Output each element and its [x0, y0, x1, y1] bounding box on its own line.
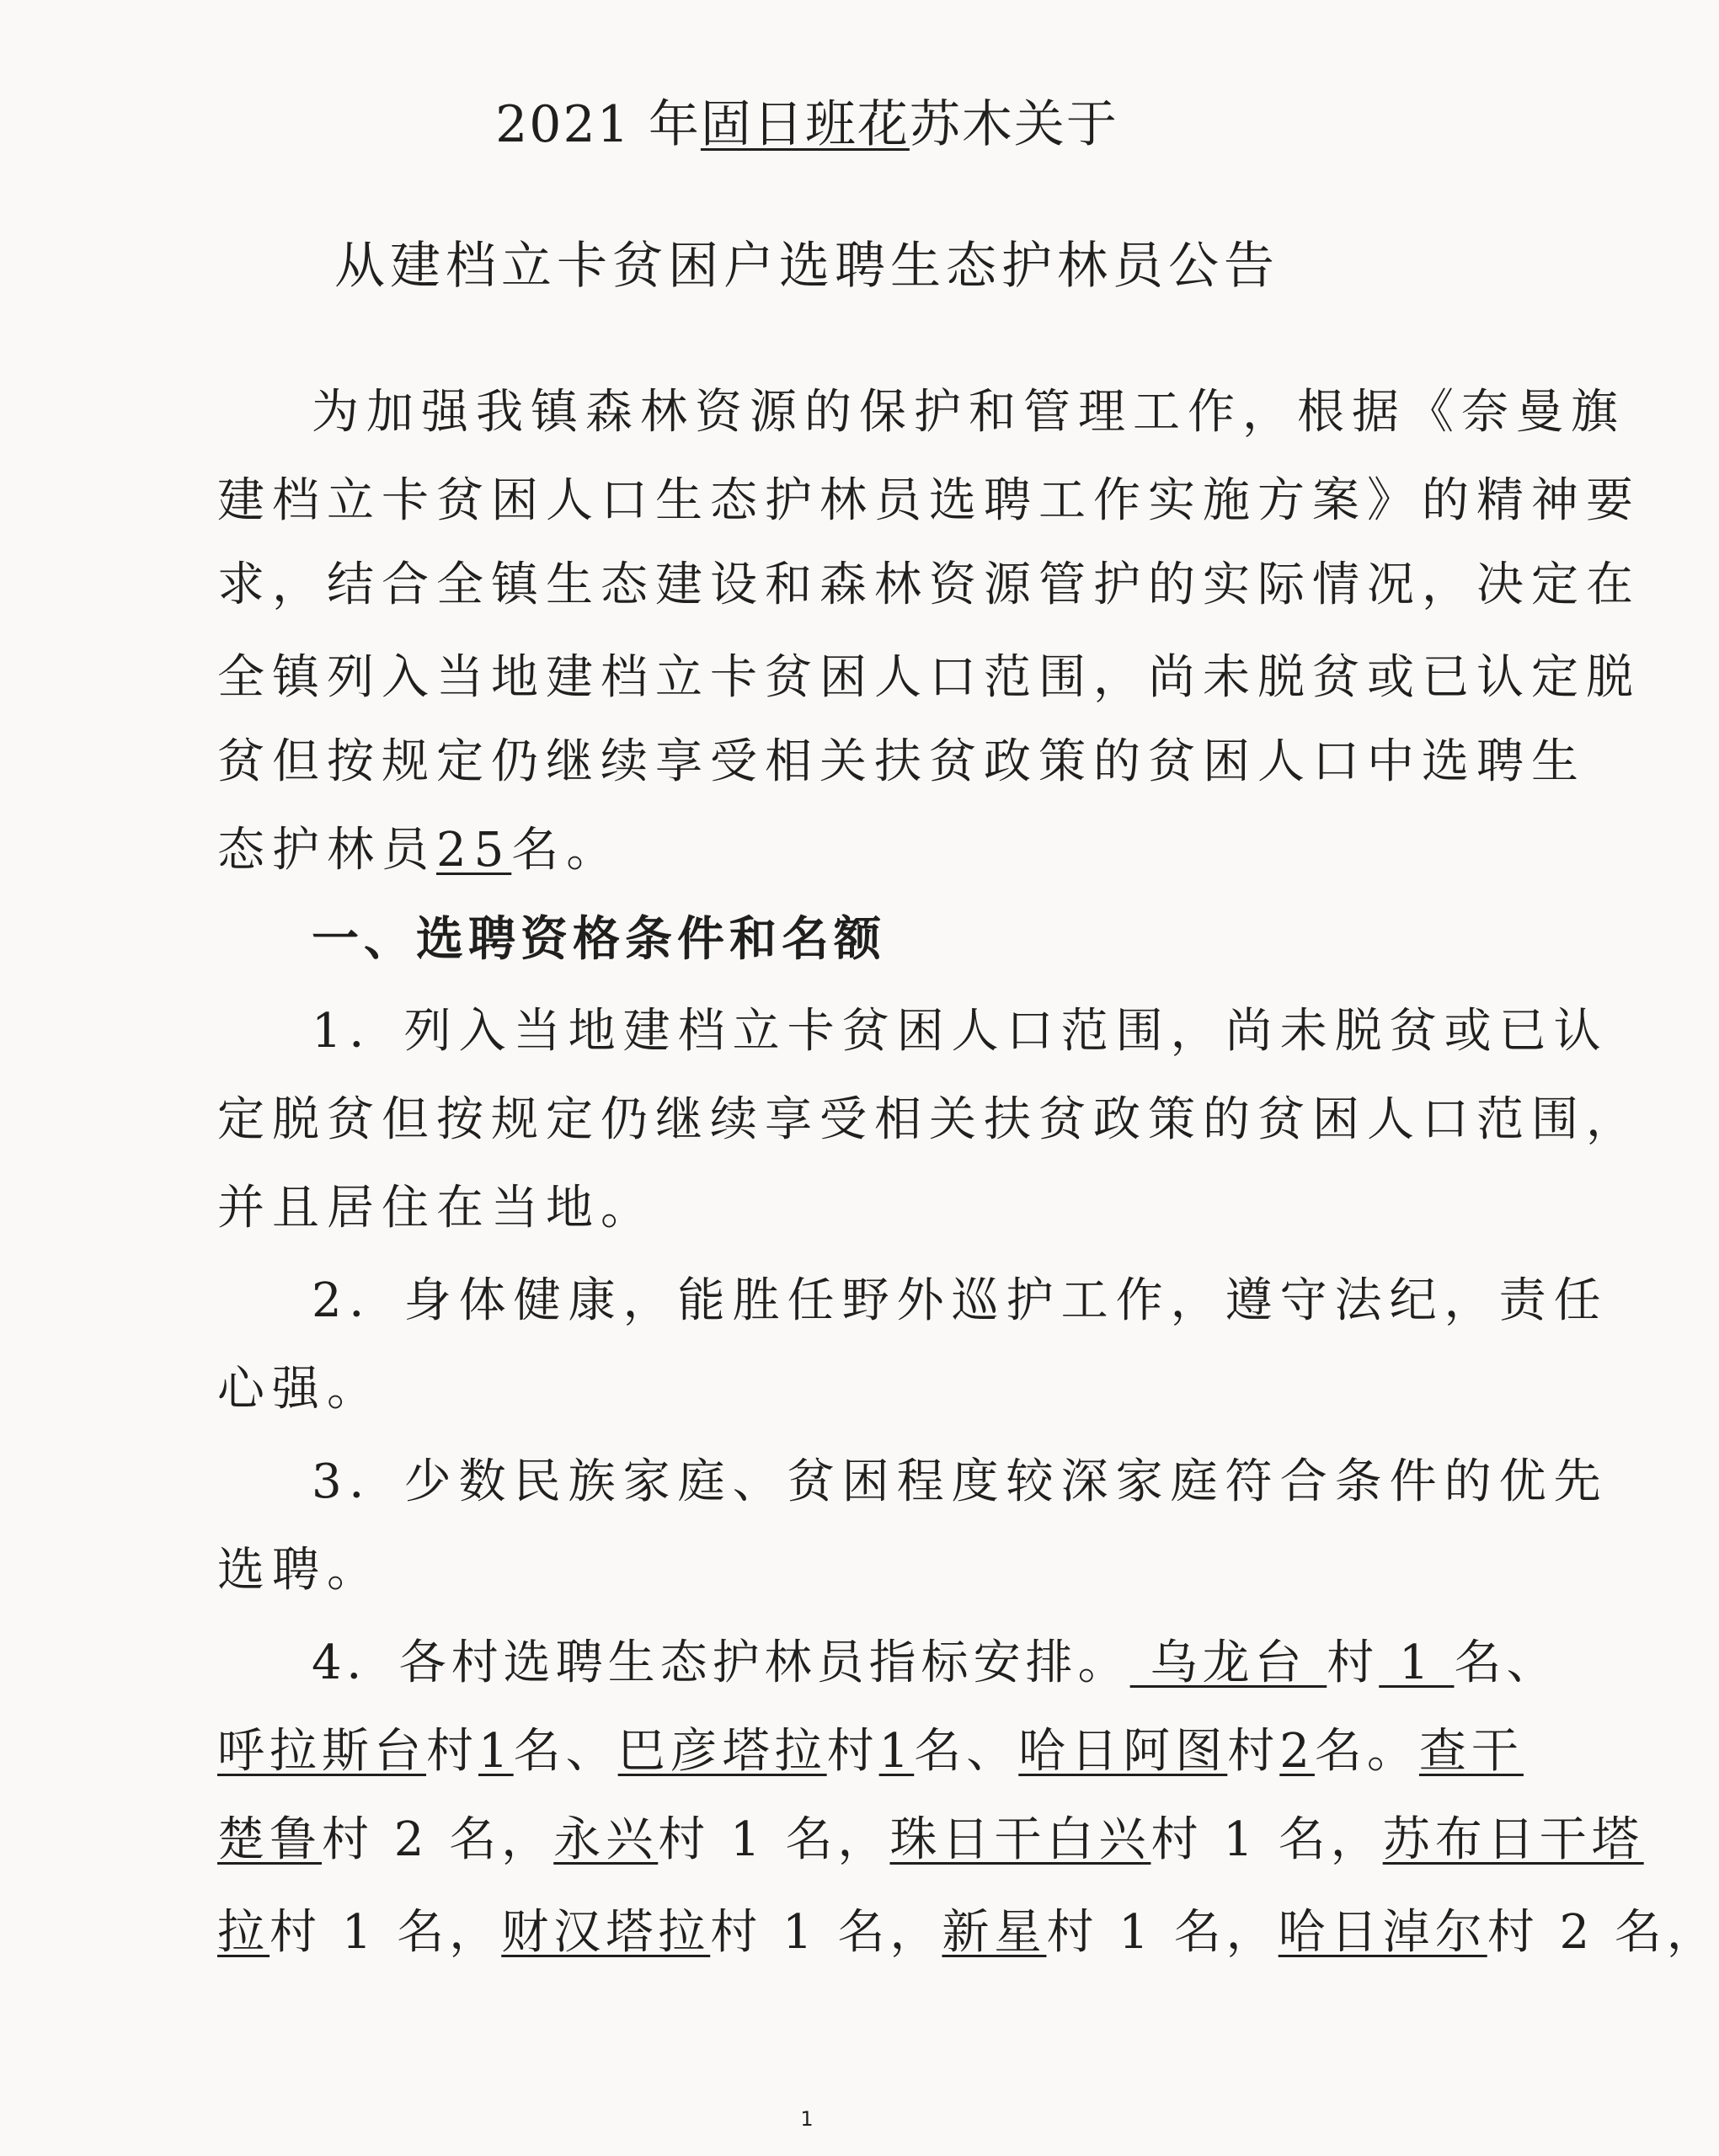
item4-line-4: 拉村 1 名，财汉塔拉村 1 名，新星村 1 名，哈日淖尔村 2 名， — [217, 1905, 1719, 1960]
item4-line-2: 呼拉斯台村1名、巴彦塔拉村1名、哈日阿图村2名。查干 — [217, 1724, 1524, 1779]
intro-line-5: 贫但按规定仍继续享受相关扶贫政策的贫困人口中选聘生 — [217, 734, 1586, 789]
item4-line-1: 4．各村选聘生态护林员指标安排。 乌龙台 村 1 名、 — [312, 1636, 1559, 1690]
village-caihantala: 财汉塔拉 — [501, 1905, 711, 1960]
item1-line-3: 并且居住在当地。 — [217, 1181, 655, 1235]
intro-line-3: 求，结合全镇生态建设和森林资源管护的实际情况，决定在 — [217, 558, 1641, 612]
village-chagan-part2: 楚鲁 — [217, 1812, 322, 1867]
item2-line-1: 2．身体健康，能胜任野外巡护工作，遵守法纪，责任 — [312, 1273, 1609, 1328]
title-place: 固日班花 — [700, 95, 910, 154]
village-zhurigan: 珠日干白兴 — [889, 1812, 1151, 1867]
title-line-1 — [0, 84, 1614, 157]
village-suburigan-part2: 拉 — [217, 1905, 270, 1960]
item1-line-2: 定脱贫但按规定仍继续享受相关扶贫政策的贫困人口范围， — [217, 1092, 1641, 1147]
item4-line-3: 楚鲁村 2 名，永兴村 1 名，珠日干白兴村 1 名，苏布日干塔 — [217, 1812, 1644, 1867]
intro-line-2: 建档立卡贫困人口生态护林员选聘工作实施方案》的精神要 — [217, 473, 1641, 528]
title-year: 2021 年 — [495, 95, 701, 154]
village-harinaoer: 哈日淖尔 — [1278, 1905, 1487, 1960]
page-number: 1 — [800, 2107, 814, 2131]
quota-total: 25 — [436, 823, 512, 878]
village-wulongtai: 乌龙台 — [1129, 1636, 1327, 1690]
village-suburigan-part1: 苏布日干塔 — [1382, 1812, 1644, 1867]
village-bayantala: 巴彦塔拉 — [617, 1724, 827, 1779]
intro-line-1: 为加强我镇森林资源的保护和管理工作，根据《奈曼旗 — [312, 385, 1626, 440]
intro-line-6: 态护林员25名。 — [217, 823, 622, 878]
title-line-2: 从建档立卡贫困户选聘生态护林员公告 — [334, 237, 1279, 296]
section-heading: 一、选聘资格条件和名额 — [312, 911, 886, 967]
item2-line-2: 心强。 — [217, 1362, 382, 1417]
intro-line-4: 全镇列入当地建档立卡贫困人口范围，尚未脱贫或已认定脱 — [217, 650, 1641, 705]
village-hulasitai: 呼拉斯台 — [217, 1724, 426, 1779]
item3-line-1: 3．少数民族家庭、贫困程度较深家庭符合条件的优先 — [312, 1454, 1609, 1509]
village-chagan-part1: 查干 — [1418, 1724, 1524, 1779]
title-suffix: 苏木关于 — [909, 95, 1118, 154]
village-yongxing: 永兴 — [553, 1812, 659, 1867]
village-hariatu: 哈日阿图 — [1018, 1724, 1228, 1779]
item1-line-1: 1．列入当地建档立卡贫困人口范围，尚未脱贫或已认 — [312, 1004, 1609, 1059]
item3-line-2: 选聘。 — [217, 1543, 382, 1598]
village-xinxing: 新星 — [942, 1905, 1047, 1960]
